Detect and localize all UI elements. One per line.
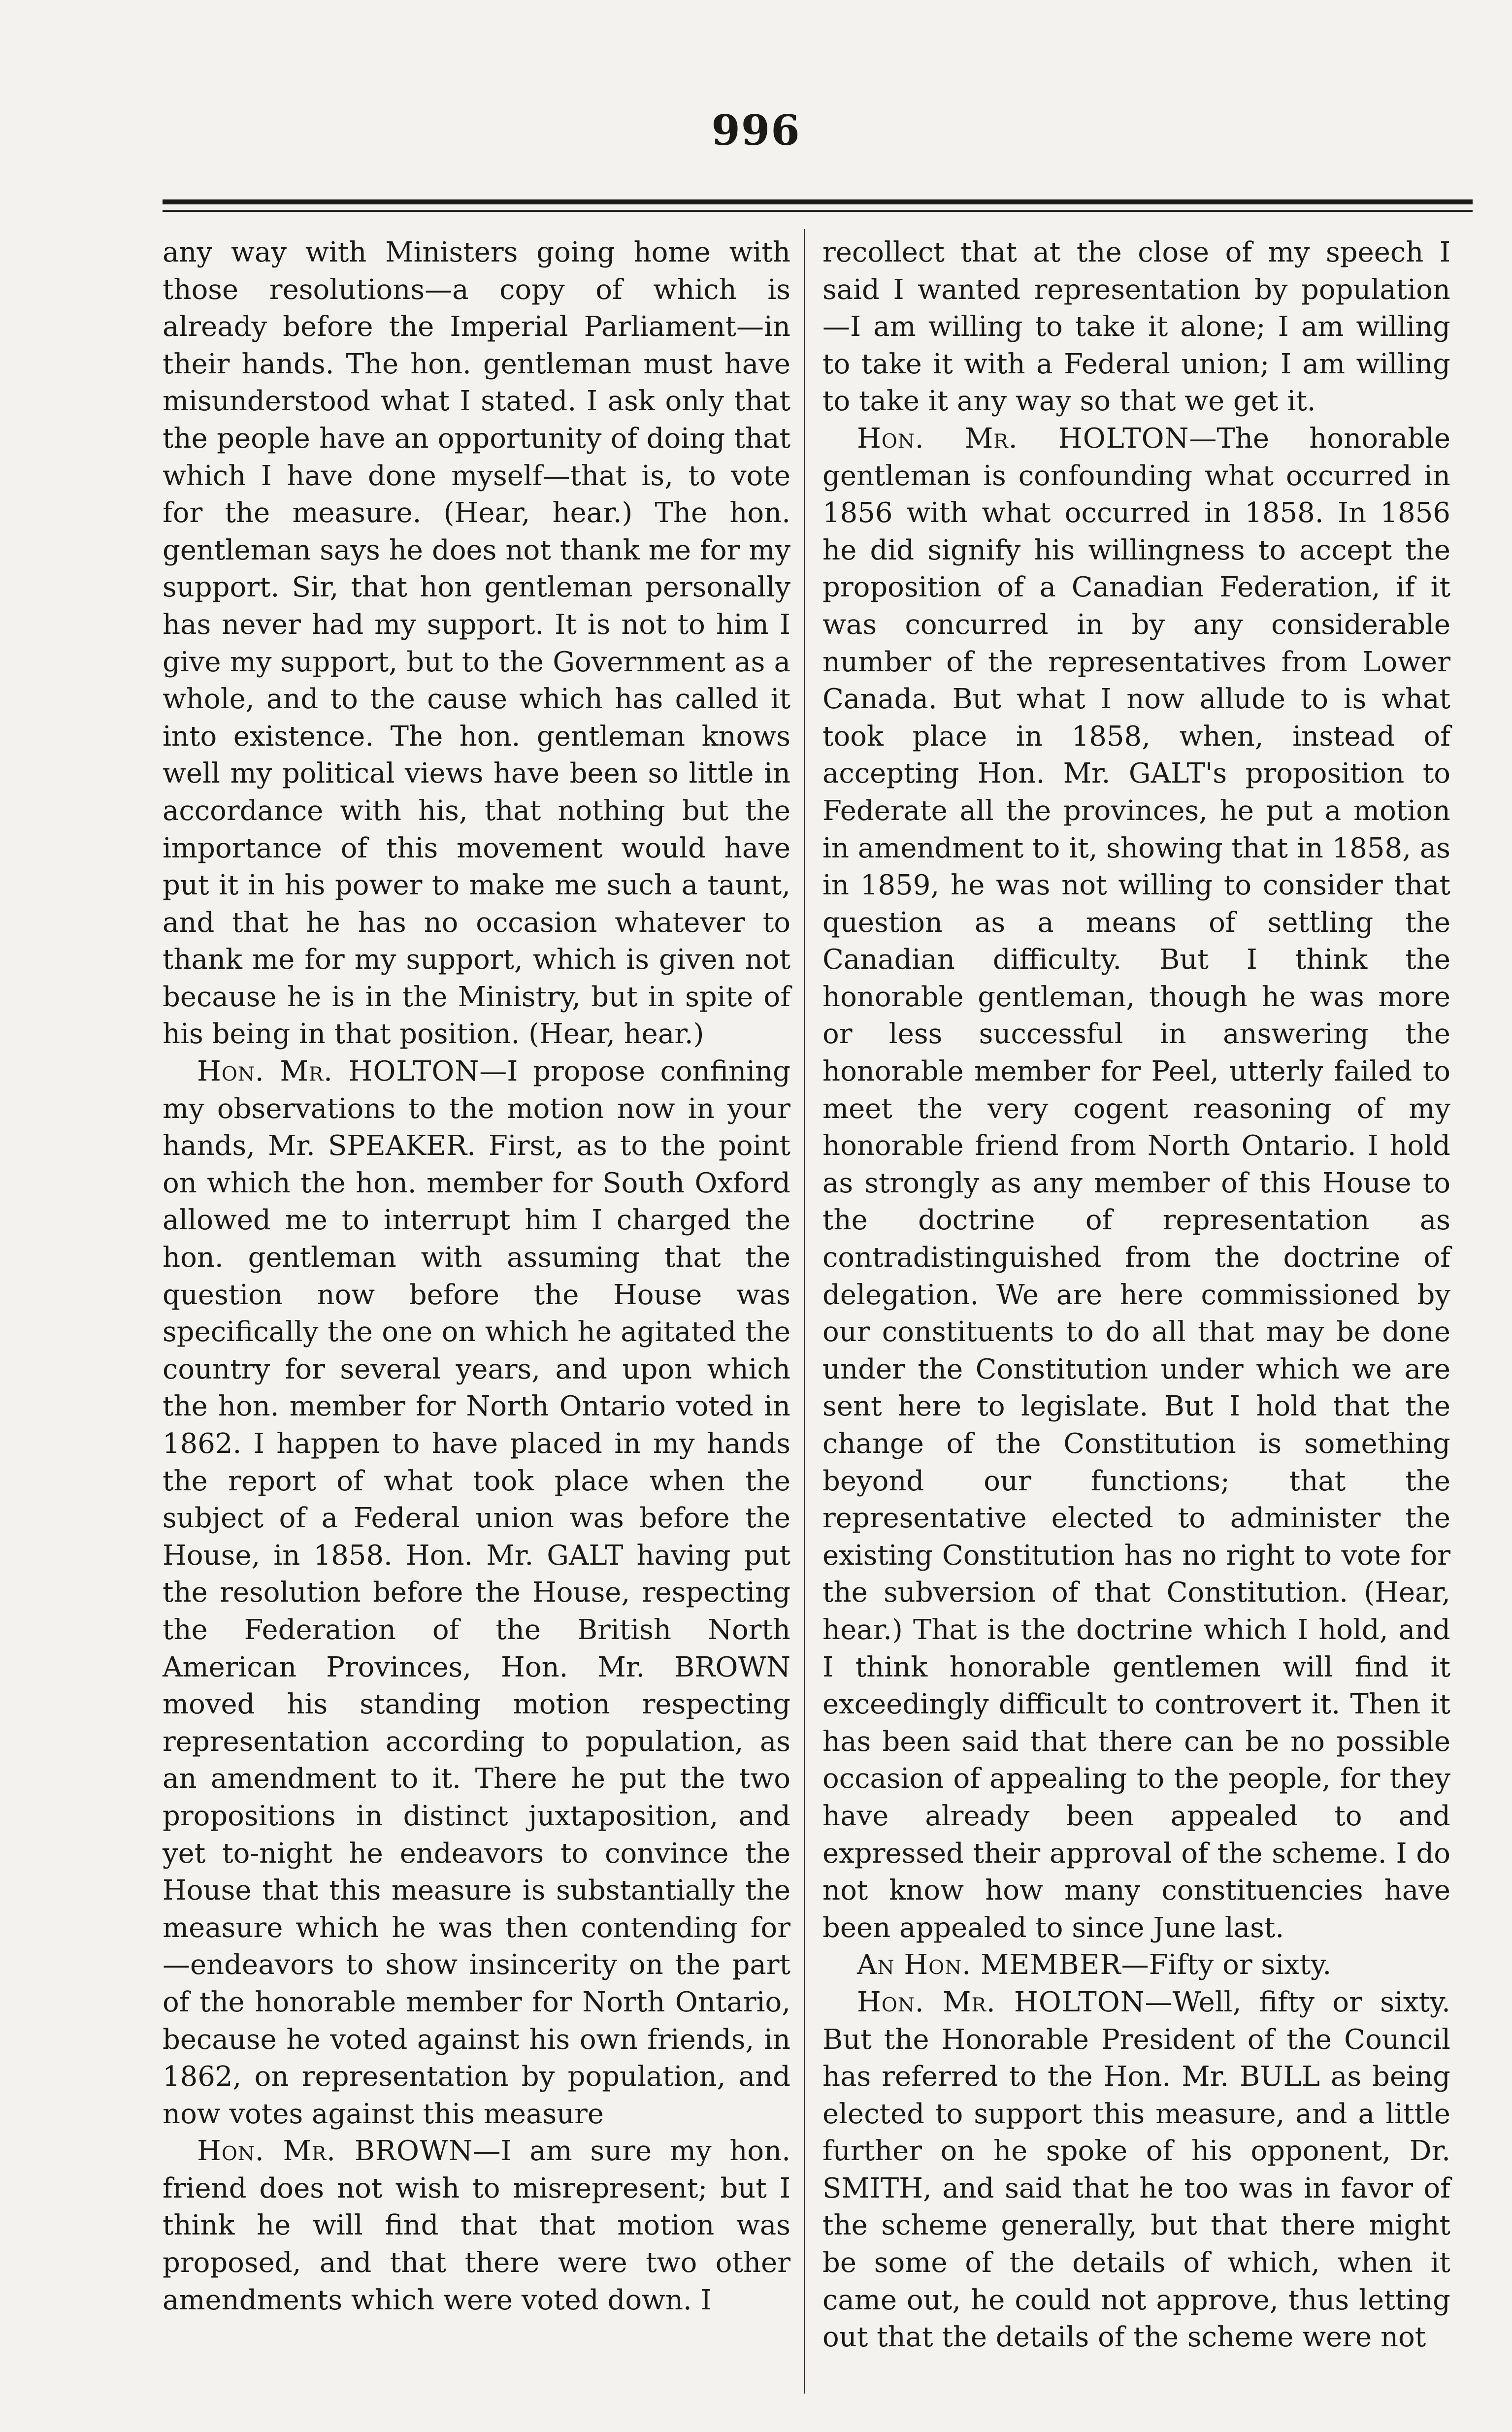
right-column <box>822 234 1450 2356</box>
speaker-name: Hon. Mr. HOLTON <box>197 1055 480 1088</box>
paragraph <box>822 234 1450 420</box>
left-column <box>163 234 790 2319</box>
column-divider <box>804 229 805 2394</box>
paragraph-text: recollect that at the close of my speech I said I wanted representation by population—I am willing to take it alone; I am willing to take it with a Federal union; I am willing to take it any way so that we get it. <box>822 236 1450 418</box>
header-rule-thin <box>163 210 1473 212</box>
paragraph-text: —I propose confining my observations to the motion now in your hands, Mr. SPEAKER. First, as to the point on which the hon. member for South Oxford allowed me to interrupt him I charged the hon. gentleman with assuming that the question now before the House was specifically the one on which he agitated the country for several years, and upon which the hon. member for North Ontario voted in 1862. I happen to have placed in my hands the report of what took place when the subject of a Federal union was before the House, in 1858. Hon. Mr. GALT having put the resolution before the House, respecting the Federation of the British North American Provinces, Hon. Mr. BROWN moved his standing motion respecting representation according to population, as an amendment to it. There he put the two propositions in distinct juxtaposition, and yet to-night he endeavors to convince the House that this measure is substantially the measure which he was then contending for—endeavors to show insincerity on the part of the honorable member for North Ontario, because he voted against his own friends, in 1862, on representation by population, and now votes against this measure <box>163 1055 790 2130</box>
paragraph <box>163 1053 790 2133</box>
paragraph <box>163 2133 790 2319</box>
speaker-name: Hon. Mr. HOLTON <box>857 1986 1145 2018</box>
paragraph <box>163 234 790 1053</box>
paragraph <box>822 1984 1450 2356</box>
paragraph-text: —The honorable gentleman is confounding what occurred in 1856 with what occurred in 1858. In 1856 he did signify his willingness to accept the proposition of a Canadian Federation, if it was concurred in by any considerable number of the representatives from Lower Canada. But what I now allude to is what took place in 1858, when, instead of accepting Hon. Mr. GALT's proposition to Federate all the provinces, he put a motion in amendment to it, showing that in 1858, as in 1859, he was not willing to consider that question as a means of settling the Canadian difficulty. But I think the honorable gentleman, though he was more or less successful in answering the honorable member for Peel, utterly failed to meet the very cogent reasoning of my honorable friend from North Ontario. I hold as strongly as any member of this House to the doctrine of representation as contradistinguished from the doctrine of delegation. We are here commissioned by our constituents to do all that may be done under the Constitution under which we are sent here to legislate. But I hold that the change of the Constitution is something beyond our functions; that the representative elected to administer the existing Constitution has no right to vote for the subversion of that Constitution. (Hear, hear.) That is the doctrine which I hold, and I think honorable gentlemen will find it exceedingly difficult to controvert it. Then it has been said that there can be no possible occasion of appealing to the people, for they have already been appealed to and expressed their approval of the scheme. I do not know how many constituencies have been appealed to since June last. <box>822 422 1450 1944</box>
speaker-name: Hon. Mr. BROWN <box>197 2135 473 2168</box>
paragraph-text: —Well, fifty or sixty. But the Honorable President of the Council has referred to the Hon. Mr. BULL as being elected to support this measure, and a little further on he spoke of his opponent, Dr. SMITH, and said that he too was in favor of the scheme generally, but that there might be some of the details of which, when it came out, he could not approve, thus letting out that the details of the scheme were not <box>822 1986 1450 2354</box>
speaker-name: An Hon. MEMBER <box>857 1949 1121 1981</box>
paragraph-text: —I am sure my hon. friend does not wish to misrepresent; but I think he will find that that motion was proposed, and that there were two other amendments which were voted down. I <box>163 2135 790 2316</box>
paragraph-text: any way with Ministers going home with those resolutions—a copy of which is already before the Imperial Parliament—in their hands. The hon. gentleman must have misunderstood what I stated. I ask only that the people have an opportunity of doing that which I have done myself—that is, to vote for the measure. (Hear, hear.) The hon. gentleman says he does not thank me for my support. Sir, that hon gentleman personally has never had my support. It is not to him I give my support, but to the Government as a whole, and to the cause which has called it into existence. The hon. gentleman knows well my political views have been so little in accordance with his, that nothing but the importance of this movement would have put it in his power to make me such a taunt, and that he has no occasion whatever to thank me for my support, which is given not because he is in the Ministry, but in spite of his being in that position. (Hear, hear.) <box>163 236 790 1051</box>
header-rule-thick <box>163 199 1473 204</box>
paragraph-text: —Fifty or sixty. <box>1121 1949 1332 1981</box>
paragraph <box>822 420 1450 1946</box>
paragraph <box>822 1946 1450 1984</box>
page-number: 996 <box>711 106 801 155</box>
speaker-name: Hon. Mr. HOLTON <box>857 422 1189 455</box>
